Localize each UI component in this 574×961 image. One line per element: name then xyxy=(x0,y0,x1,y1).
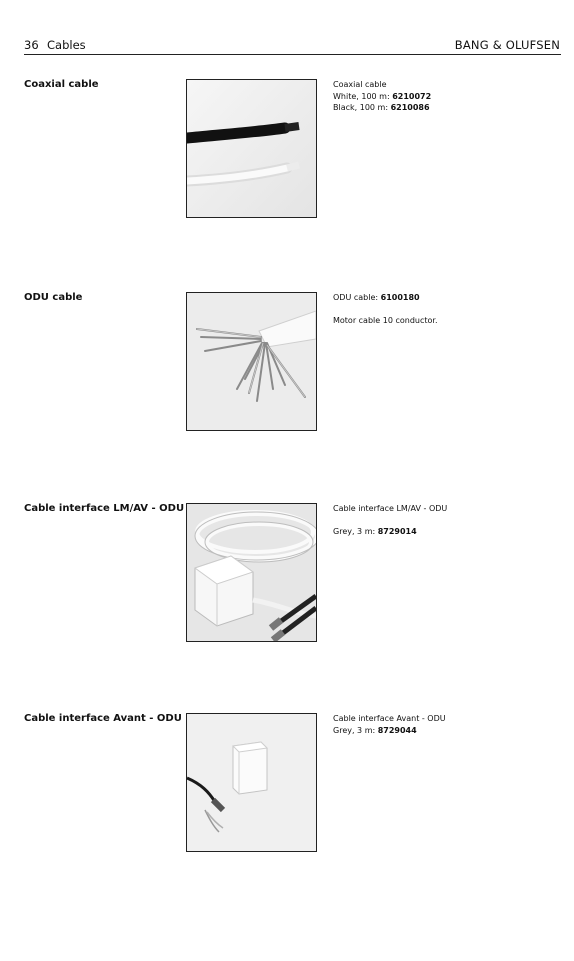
description-line: Coaxial cable xyxy=(333,80,387,89)
header-rule xyxy=(24,54,561,55)
part-number: 6210086 xyxy=(390,103,430,112)
description-line xyxy=(333,91,431,103)
interface-avant-photo xyxy=(186,713,317,852)
description-line: Motor cable 10 conductor. xyxy=(333,315,438,325)
description-line: Cable interface Avant - ODU xyxy=(333,714,446,723)
variant-label: White, 100 m: xyxy=(333,91,393,101)
variant-label: Black, 100 m: xyxy=(333,103,391,112)
description-line xyxy=(333,526,447,538)
description-line xyxy=(333,725,446,737)
entry-description xyxy=(333,79,431,114)
odu-cable-photo xyxy=(186,292,317,431)
page-number: 36 xyxy=(24,38,39,52)
interface-avant-illustration xyxy=(187,714,316,851)
brand-name: BANG & OLUFSEN xyxy=(454,38,560,52)
part-number: 8729044 xyxy=(377,725,417,735)
entry-title: Cable interface Avant - ODU xyxy=(24,713,182,724)
part-number: 6100180 xyxy=(380,293,420,302)
spacer xyxy=(333,304,438,315)
description-line: Cable interface LM/AV - ODU xyxy=(333,504,448,513)
description-line xyxy=(333,102,431,114)
section-title: Cables xyxy=(47,38,86,52)
entry-title: Cable interface LM/AV - ODU xyxy=(24,503,185,514)
part-number: 8729014 xyxy=(377,526,417,536)
page-header xyxy=(24,38,560,54)
entry-title: ODU cable xyxy=(24,292,83,303)
interface-lmav-illustration xyxy=(187,504,316,641)
variant-label: Grey, 3 m: xyxy=(333,725,378,735)
entry-description xyxy=(333,503,447,537)
entry-description xyxy=(333,713,446,736)
entry-description xyxy=(333,292,438,326)
coaxial-cable-illustration xyxy=(187,80,316,217)
coaxial-cable-photo xyxy=(186,79,317,218)
entry-title: Coaxial cable xyxy=(24,79,99,90)
odu-cable-illustration xyxy=(187,293,316,430)
variant-label: ODU cable: xyxy=(333,293,381,302)
spacer xyxy=(333,515,447,526)
part-number: 6210072 xyxy=(392,91,432,101)
variant-label: Grey, 3 m: xyxy=(333,526,378,536)
interface-lmav-photo xyxy=(186,503,317,642)
description-line xyxy=(333,292,438,304)
